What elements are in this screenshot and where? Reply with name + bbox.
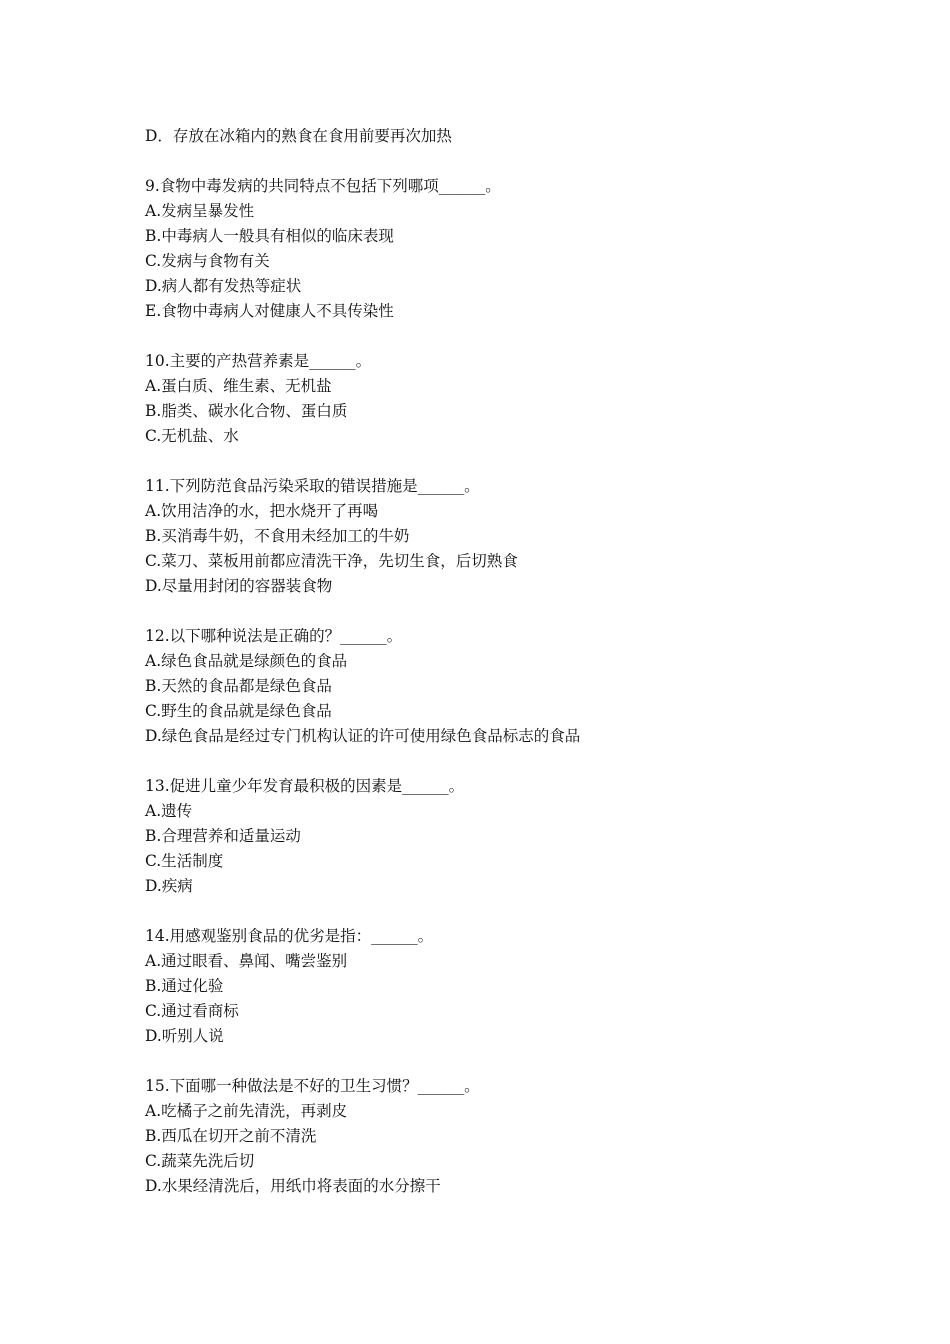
question-stem: 9.食物中毒发病的共同特点不包括下列哪项______。 (145, 177, 501, 195)
answer-option: C.无机盐、水 (145, 427, 239, 445)
answer-option: A.吃橘子之前先清洗，再剥皮 (145, 1102, 348, 1120)
answer-option: B.西瓜在切开之前不清洗 (145, 1127, 317, 1145)
answer-option: A.通过眼看、鼻闻、嘴尝鉴别 (145, 952, 348, 970)
question-block (145, 174, 905, 324)
answer-option: B.买消毒牛奶，不食用未经加工的牛奶 (145, 527, 410, 545)
answer-option: A.饮用洁净的水，把水烧开了再喝 (145, 502, 379, 520)
answer-option: C.野生的食品就是绿色食品 (145, 702, 332, 720)
answer-option: D.尽量用封闭的容器装食物 (145, 577, 333, 595)
answer-option: B.合理营养和适量运动 (145, 827, 301, 845)
leading-option: D．存放在冰箱内的熟食在食用前要再次加热 (145, 127, 452, 145)
answer-option: C.蔬菜先洗后切 (145, 1152, 255, 1170)
answer-option: B.天然的食品都是绿色食品 (145, 677, 332, 695)
question-block (145, 474, 905, 599)
answer-option: A.发病呈暴发性 (145, 202, 255, 220)
question-block (145, 774, 905, 899)
document-page (145, 124, 905, 1199)
question-stem: 11.下列防范食品污染采取的错误措施是______。 (145, 477, 480, 495)
answer-option: A.蛋白质、维生素、无机盐 (145, 377, 332, 395)
question-list (145, 174, 905, 1199)
answer-option: D.水果经清洗后，用纸巾将表面的水分擦干 (145, 1177, 441, 1195)
answer-option: C.生活制度 (145, 852, 224, 870)
answer-option: C.菜刀、菜板用前都应清洗干净，先切生食，后切熟食 (145, 552, 518, 570)
answer-option: C.通过看商标 (145, 1002, 239, 1020)
answer-option: B.通过化验 (145, 977, 224, 995)
answer-option: D.疾病 (145, 877, 193, 895)
question-stem: 13.促进儿童少年发育最积极的因素是______。 (145, 777, 465, 795)
question-stem: 15.下面哪一种做法是不好的卫生习惯？______。 (145, 1077, 480, 1095)
question-stem: 10.主要的产热营养素是______。 (145, 352, 372, 370)
question-stem: 14.用感观鉴别食品的优劣是指：______。 (145, 927, 434, 945)
answer-option: D.病人都有发热等症状 (145, 277, 302, 295)
answer-option: B.中毒病人一般具有相似的临床表现 (145, 227, 394, 245)
question-block (145, 1074, 905, 1199)
answer-option: E.食物中毒病人对健康人不具传染性 (145, 302, 394, 320)
answer-option: B.脂类、碳水化合物、蛋白质 (145, 402, 348, 420)
answer-option: A.遗传 (145, 802, 193, 820)
answer-option: C.发病与食物有关 (145, 252, 270, 270)
question-block (145, 924, 905, 1049)
answer-option: A.绿色食品就是绿颜色的食品 (145, 652, 348, 670)
question-block (145, 349, 905, 449)
answer-option: D.听别人说 (145, 1027, 224, 1045)
question-stem: 12.以下哪种说法是正确的？______。 (145, 627, 403, 645)
answer-option: D.绿色食品是经过专门机构认证的许可使用绿色食品标志的食品 (145, 727, 581, 745)
question-block (145, 624, 905, 749)
